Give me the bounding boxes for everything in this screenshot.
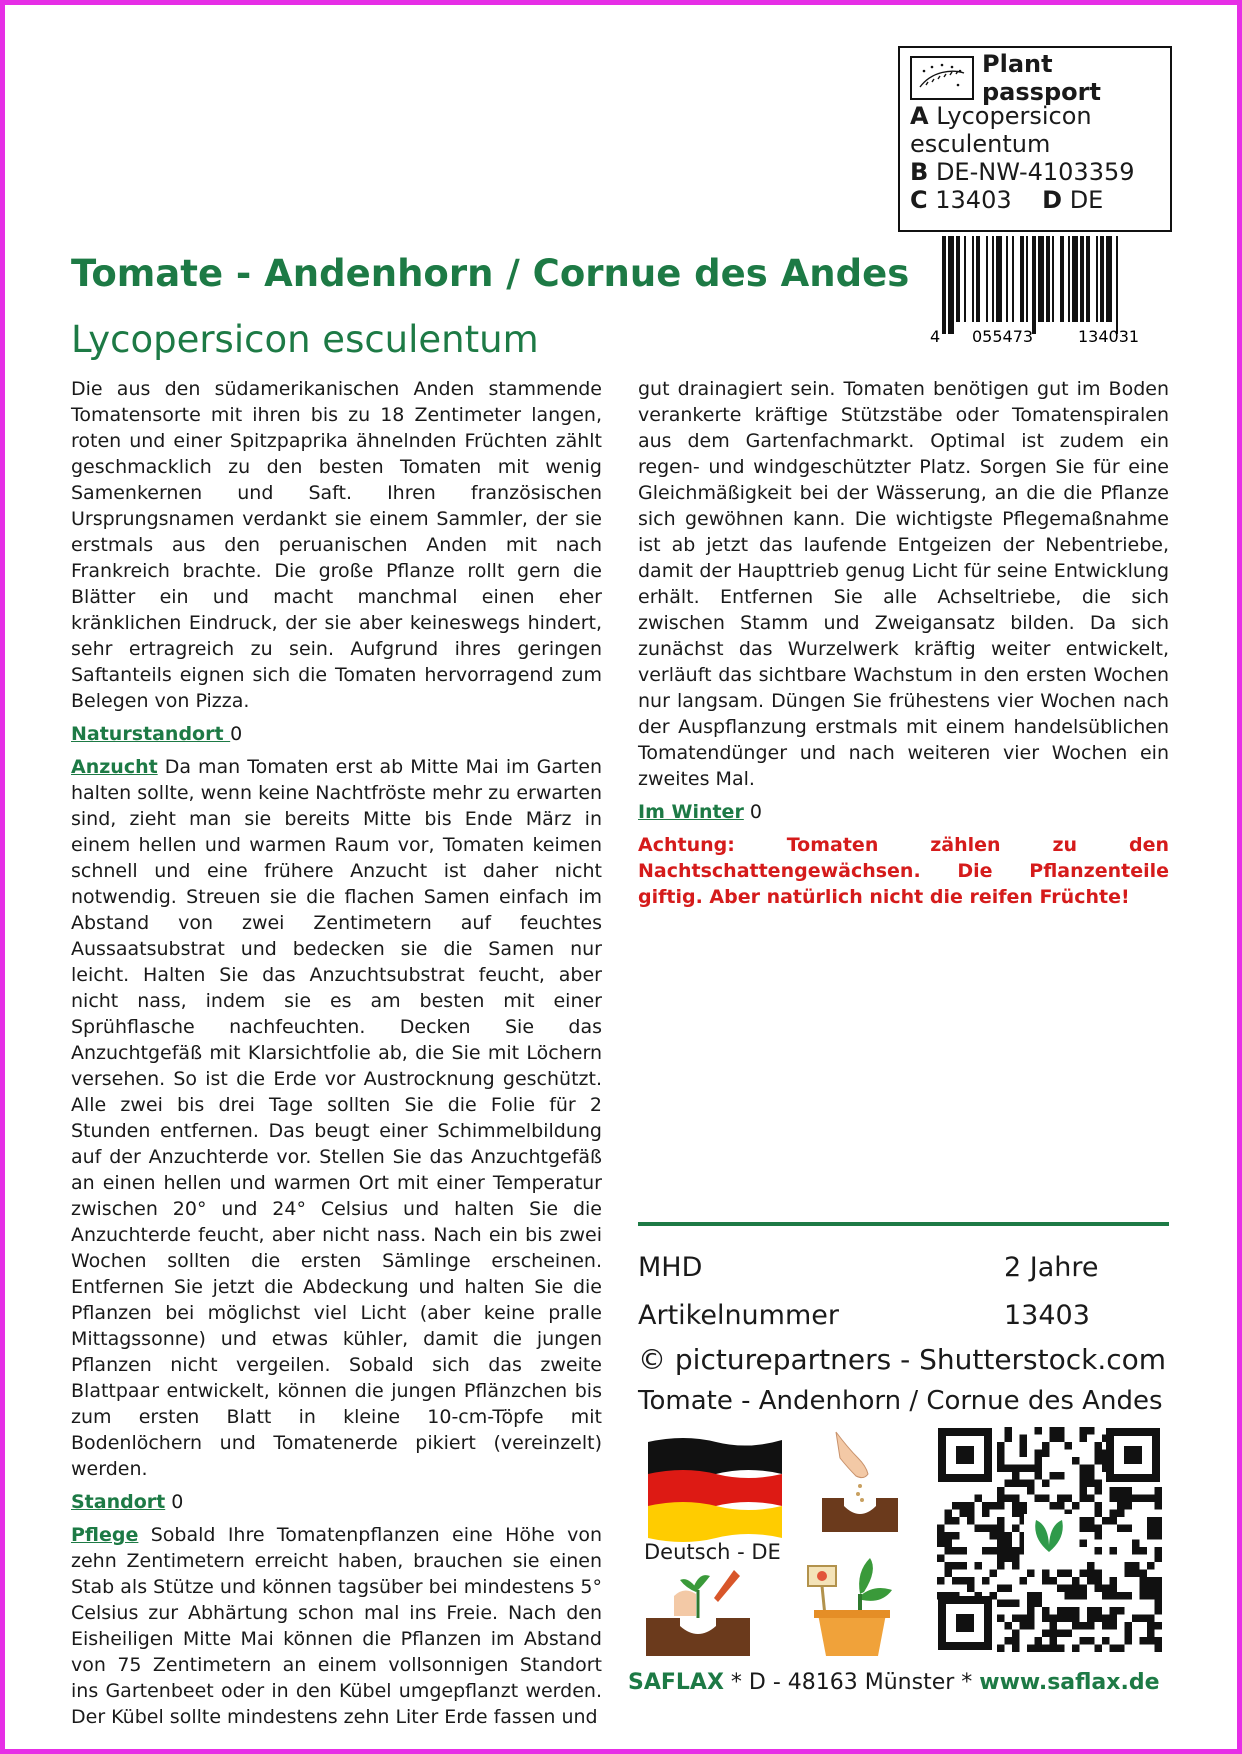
winter-paragraph: Im Winter 0 xyxy=(638,801,762,823)
standort-link[interactable]: Standort xyxy=(71,1491,166,1513)
naturstandort-link[interactable]: Naturstandort xyxy=(71,723,231,745)
product-title: Tomate - Andenhorn / Cornue des Andes xyxy=(71,252,910,295)
eu-organic-leaf-icon xyxy=(910,56,974,100)
barcode-digits-2: 055473 xyxy=(972,327,1034,344)
passport-title: Plant passport xyxy=(982,50,1101,106)
planting-seedling-icon xyxy=(644,1566,754,1658)
barcode-digits-3: 134031 xyxy=(1078,327,1140,344)
passport-row-a: A Lycopersicon esculentum xyxy=(910,102,1092,158)
barcode-digit-1: 4 xyxy=(930,327,941,344)
info-divider xyxy=(638,1222,1169,1226)
plant-passport xyxy=(898,46,1172,232)
warning-text: Achtung: Tomaten zählen zu den Nachtschattengewächsen. Die Pflanzenteile giftig. Aber natürlich nicht die reifen Früchte! xyxy=(638,834,1169,908)
pflege-continued-paragraph: gut drainagiert sein. Tomaten benötigen gut im Boden verankerte kräftige Stützstäbe oder Tomatenspiralen aus dem Gartenfachmarkt. Optimal ist zudem ein regen- und windgeschützter Platz. Sorgen Sie für eine Gleichmäßigkeit bei der Wässerung, an die die Pflanze sich gewöhnen kann. Die wichtigste Pflegemaßnahme ist ab jetzt das laufende Entgeizen der Nebentriebe, damit der Haupttrieb genug Licht für seine Entwicklung erhält. Entfernen Sie alle Achseltriebe, die sich zwischen Stamm und Zweigansatz bilden. Da sich zunächst das Wurzelwerk kräftig weiter entwickelt, verläuft das sichtbare Wachstum in den ersten Wochen nur langsam. Düngen Sie frühestens vier Wochen nach der Auspflanzung erstmals mit einem handelsüblichen Tomatendünger und nach weiteren vier Wochen ein zweites Mal. xyxy=(638,378,1169,790)
left-column xyxy=(71,376,602,1737)
mhd-label: MHD xyxy=(638,1252,703,1283)
naturstandort-paragraph: Naturstandort 0 xyxy=(71,723,243,745)
mhd-value: 2 Jahre xyxy=(1004,1252,1099,1283)
article-number-value: 13403 xyxy=(1004,1300,1090,1331)
address-text: * D - 48163 Münster * xyxy=(723,1670,980,1695)
brand-name: SAFLAX xyxy=(628,1670,724,1695)
footer-address xyxy=(628,1670,1160,1695)
right-column xyxy=(638,376,1169,917)
passport-row-b: B DE-NW-4103359 xyxy=(910,158,1135,186)
product-name-footer: Tomate - Andenhorn / Cornue des Andes xyxy=(638,1386,1163,1416)
pflege-paragraph: Pflege Sobald Ihre Tomatenpflanzen eine Höhe von zehn Zentimetern erreicht haben, brauchen sie einen Stab als Stütze und können tagsüber bei mindestens 5° Celsius zur Abhärtung schon mal ins Freie. Nach den Eisheiligen Mitte Mai können die Pflanzen im Abstand von 75 Zentimetern an einem vollsonnigen Standort ins Gartenbeet oder in den Kübel umgepflanzt werden. Der Kübel sollte mindestens zehn Liter Erde fassen und xyxy=(71,1524,602,1728)
anzucht-paragraph: Anzucht Da man Tomaten erst ab Mitte Mai im Garten halten sollte, wenn keine Nachtfröste mehr zu erwarten sind, zieht man sie bereits Mitte bis Ende März in einem hellen und warmen Raum vor, Tomaten keimen schnell und eine frühere Anzucht ist daher nicht notwendig. Streuen sie die flachen Samen einfach im Abstand von zwei Zentimetern auf feuchtes Aussaatsubstrat und bedecken sie die Samen nur leicht. Halten Sie das Anzuchtsubstrat feucht, aber nicht nass, indem sie es am besten mit einer Sprühflasche nachfeuchten. Decken Sie das Anzuchtgefäß mit Klarsichtfolie ab, die Sie mit Löchern versehen. So ist die Erde vor Austrocknung geschützt. Alle zwei bis drei Tage sollten Sie die Folie für 2 Stunden entfernen. Das beugt einer Schimmelbildung auf der Anzuchterde vor. Stellen Sie das Anzuchtgefäß an einen hellen und warmen Ort mit einer Temperatur zwischen 20° und 24° Celsius und halten Sie die Anzuchterde feucht, aber nicht nass. Nach ein bis zwei Wochen sollten die ersten Sämlinge erscheinen. Entfernen Sie jetzt die Abdeckung und halten Sie die Pflanzen bei möglichst viel Licht (aber keine pralle Mittagssonne) und etwas kühler, damit die jungen Pflanzen nicht vergeilen. Sobald sich das zweite Blattpaar entwickelt, können die jungen Pflänzchen bis zum ersten Blatt in kleine 10-cm-Töpfe mit Bodenlöchern und Tomatenerde pikiert (vereinzelt) werden. xyxy=(71,756,602,1480)
pflege-link[interactable]: Pflege xyxy=(71,1524,139,1546)
sowing-seeds-icon xyxy=(818,1428,908,1538)
passport-row-cd: C 13403 D DE xyxy=(910,186,1104,214)
image-credit: © picturepartners - Shutterstock.com xyxy=(638,1343,1167,1376)
product-latin-name: Lycopersicon esculentum xyxy=(71,318,539,361)
intro-paragraph: Die aus den südamerikanischen Anden stammende Tomatensorte mit ihren bis zu 18 Zentimeter langen, roten und einer Spitzpaprika ähnelnden Früchten zählt geschmacklich zu den besten Tomaten mit wenig Samenkernen und Saft. Ihren französischen Ursprungsnamen verdankt sie einem Sammler, der sie erstmals aus den peruanischen Anden mit nach Frankreich brachte. Die große Pflanze rollt gern die Blätter ein und macht manchmal einen eher kränklichen Eindruck, der sie aber keineswegs hindert, sehr ertragreich zu sein. Aufgrund ihres geringen Saftanteils eignen sich die Tomaten hervorragend zum Belegen von Pizza. xyxy=(71,378,602,712)
article-number-label: Artikelnummer xyxy=(638,1300,839,1331)
winter-link[interactable]: Im Winter xyxy=(638,801,744,823)
german-flag-icon xyxy=(644,1434,786,1542)
standort-paragraph: Standort 0 xyxy=(71,1491,184,1513)
barcode xyxy=(928,236,1172,344)
website-link[interactable]: www.saflax.de xyxy=(979,1670,1160,1695)
language-label: Deutsch - DE xyxy=(644,1540,781,1564)
qr-code[interactable] xyxy=(936,1426,1162,1652)
potted-plant-icon xyxy=(800,1544,900,1658)
anzucht-link[interactable]: Anzucht xyxy=(71,756,158,778)
